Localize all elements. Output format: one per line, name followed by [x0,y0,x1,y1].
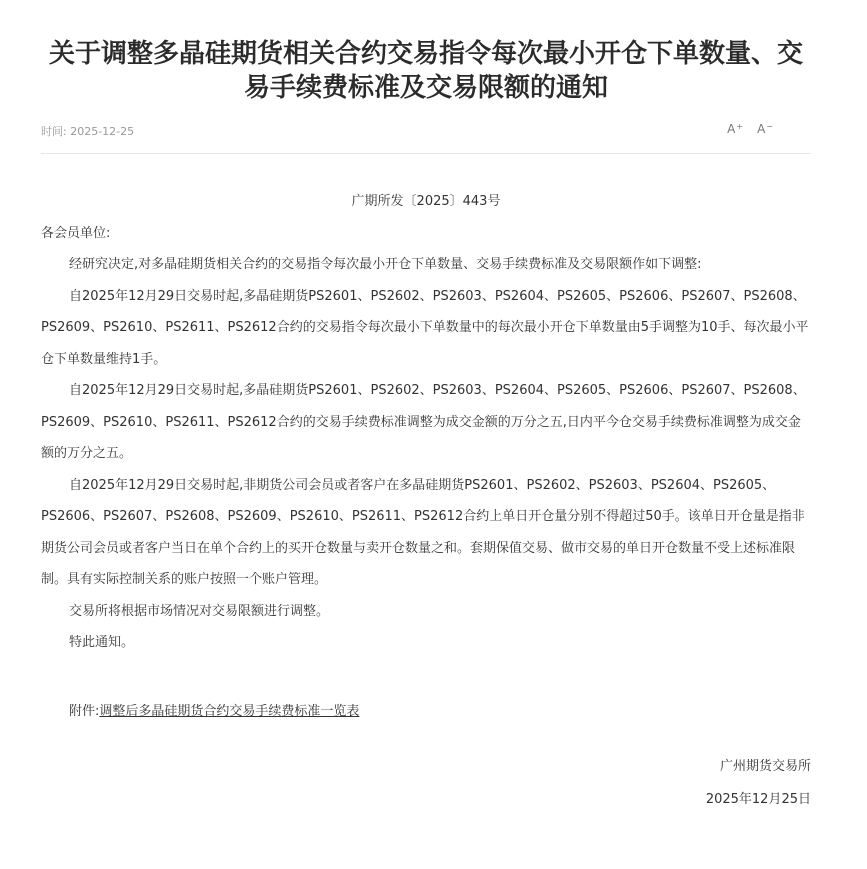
plus-icon: + [736,122,744,131]
font-decrease-label: A [757,122,766,136]
page-title: 关于调整多晶硅期货相关合约交易指令每次最小开仓下单数量、交易手续费标准及交易限额的通知 [48,39,803,103]
body-paragraph: 特此通知。 [69,635,135,650]
publish-time-label: 时间: [41,125,67,138]
document-number: 广期所发〔2025〕443号 [351,194,501,209]
article-body [41,186,811,727]
attachment-label: 附件: [69,703,100,719]
body-paragraph: 自2025年12月29日交易时起,多晶硅期货PS2601、PS2602、PS2603、PS2604、PS2605、PS2606、PS2607、PS2608、PS2609、PS2610、PS2611、PS2612合约的交易手续费标准调整为成交金额的万分之五,日内平今仓交易手续费标准调整为成交金额的万分之五。 [41,383,806,461]
minus-icon: − [766,122,773,131]
font-decrease-button[interactable] [757,122,773,136]
font-increase-button[interactable] [727,122,743,136]
font-size-tools [727,122,773,136]
signature-date: 2025年12月25日 [705,792,811,807]
publish-time-value: 2025-12-25 [70,125,135,138]
body-paragraph: 自2025年12月29日交易时起,非期货公司会员或者客户在多晶硅期货PS2601、PS2602、PS2603、PS2604、PS2605、PS2606、PS2607、PS2608、PS2609、PS2610、PS2611、PS2612合约上单日开仓量分别不得超过50手。该单日开仓量是指非期货公司会员或者客户当日在单个合约上的买开仓数量与卖开仓数量之和。套期保值交易、做市交易的单日开仓数量不受上述标准限制。具有实际控制关系的账户按照一个账户管理。 [41,477,805,587]
attachment-line [41,696,811,728]
article-meta-bar [41,117,811,154]
font-increase-label: A [727,122,736,136]
article [41,0,811,807]
attachment-link[interactable]: 调整后多晶硅期货合约交易手续费标准一览表 [99,703,360,719]
publish-time [41,123,134,139]
salutation: 各会员单位: [41,225,111,241]
signature-organization: 广州期货交易所 [719,759,811,774]
body-paragraph: 交易所将根据市场情况对交易限额进行调整。 [69,603,330,619]
body-paragraph: 自2025年12月29日交易时起,多晶硅期货PS2601、PS2602、PS2603、PS2604、PS2605、PS2606、PS2607、PS2608、PS2609、PS2610、PS2611、PS2612合约的交易指令每次最小下单数量中的每次最小开仓下单数量由5手调整为10手、每次最小平仓下单数量维持1手。 [41,288,809,367]
body-paragraph: 经研究决定,对多晶硅期货相关合约的交易指令每次最小开仓下单数量、交易手续费标准及交易限额作如下调整: [69,257,702,272]
